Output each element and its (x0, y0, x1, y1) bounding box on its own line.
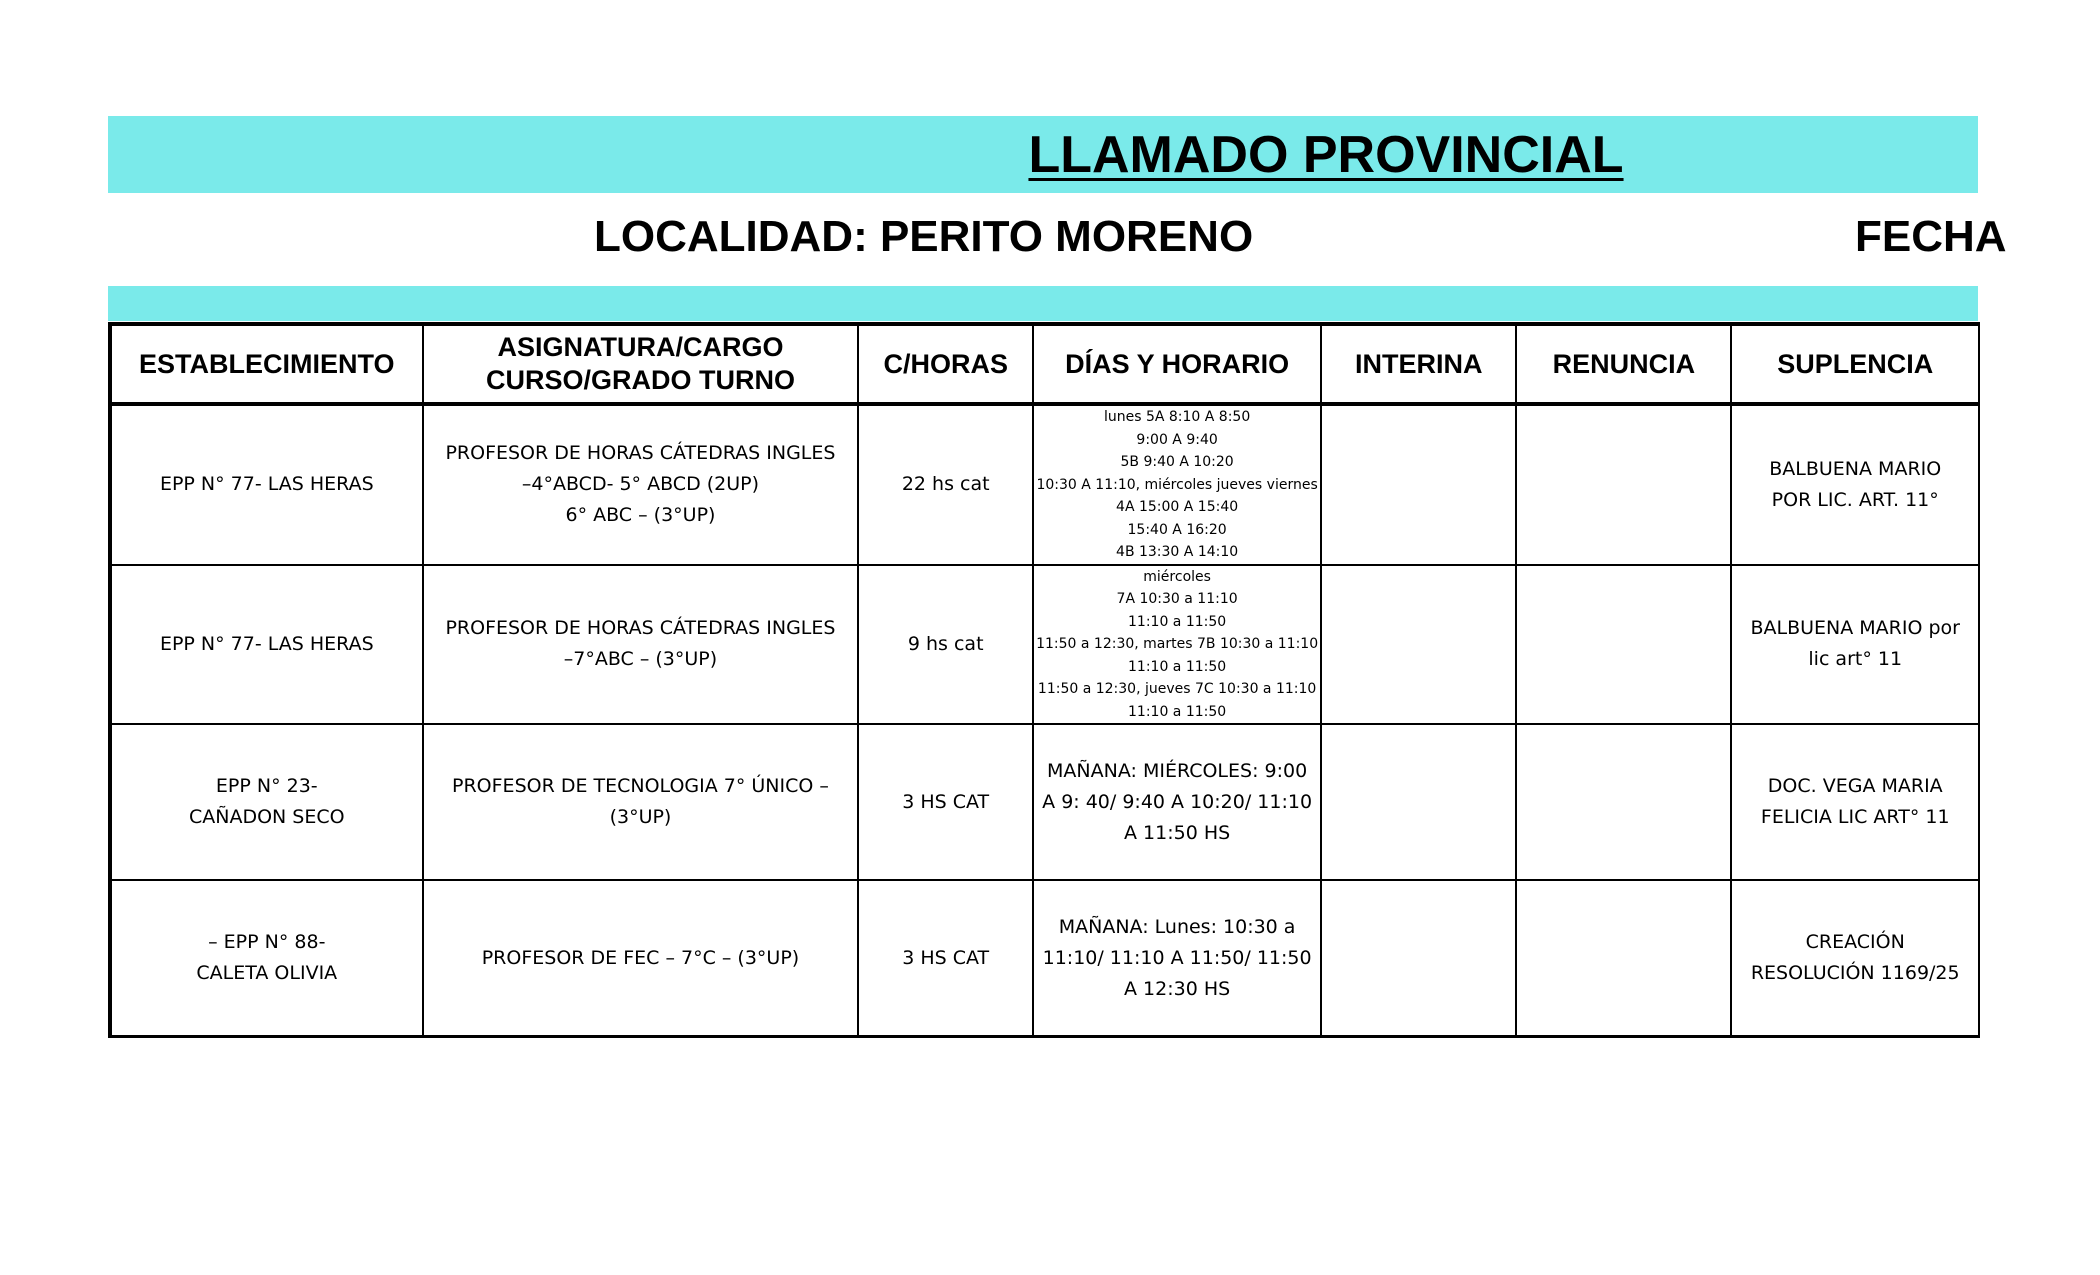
column-header-asignatura-line1: ASIGNATURA/CARGO (497, 332, 784, 362)
cell-line: DOC. VEGA MARIA (1767, 775, 1943, 797)
cell-line: PROFESOR DE FEC – 7°C – (3°UP) (481, 946, 800, 969)
cell-line: A 12:30 HS (1124, 977, 1231, 1000)
cell-line: MAÑANA: MIÉRCOLES: 9:00 (1047, 759, 1308, 782)
cell-line: POR LIC. ART. 11° (1771, 488, 1939, 511)
cell-line: 5B 9:40 A 10:20 (1120, 454, 1234, 470)
cell-interina (1321, 404, 1516, 565)
cell-horario (1033, 880, 1321, 1037)
cell-line: 11:50 a 12:30, jueves 7C 10:30 a 11:10 (1037, 681, 1317, 697)
column-header-asignatura-line2: CURSO/GRADO TURNO (485, 365, 795, 395)
cell-horas: 9 hs cat (858, 565, 1033, 725)
fecha-label: FECHA (1855, 212, 2007, 261)
cell-interina (1321, 880, 1516, 1037)
cell-horas: 22 hs cat (858, 404, 1033, 565)
page-title: LLAMADO PROVINCIAL (1028, 125, 1624, 184)
cell-establecimiento (110, 404, 423, 565)
cell-horario (1033, 724, 1321, 880)
cell-line: A 9: 40/ 9:40 A 10:20/ 11:10 (1042, 790, 1313, 813)
cell-line: BALBUENA MARIO (1769, 457, 1942, 480)
cell-line: 9:00 A 9:40 (1136, 431, 1218, 448)
cell-line: 11:10 a 11:50 (1128, 658, 1227, 675)
cell-establecimiento (110, 724, 423, 880)
cell-line: CAÑADON SECO (188, 806, 345, 828)
cell-line: 15:40 A 16:20 (1127, 521, 1227, 538)
cell-asignatura (423, 880, 859, 1037)
cell-establecimiento (110, 880, 423, 1037)
cell-line: (3°UP) (609, 806, 672, 828)
cell-horas: 3 HS CAT (858, 724, 1033, 880)
fecha-container (1855, 212, 2007, 272)
vacancy-table (108, 322, 1980, 1038)
column-header-renuncia: RENUNCIA (1516, 324, 1731, 404)
cell-renuncia (1516, 404, 1731, 565)
cell-line: 11:10 a 11:50 (1128, 613, 1227, 630)
table-row (110, 565, 1979, 725)
cell-line: 11:50 a 12:30, martes 7B 10:30 a 11:10 (1036, 636, 1319, 652)
table-row (110, 880, 1979, 1037)
column-header-suplencia: SUPLENCIA (1731, 324, 1979, 404)
cell-line: 11:10/ 11:10 A 11:50/ 11:50 (1042, 946, 1312, 969)
cell-line: 7A 10:30 a 11:10 (1116, 591, 1238, 607)
cell-line: 10:30 A 11:10, miércoles jueves viernes (1036, 476, 1318, 493)
cell-asignatura (423, 565, 859, 725)
cell-line: FELICIA LIC ART° 11 (1760, 806, 1950, 828)
cell-suplencia (1731, 724, 1979, 880)
cell-line: – EPP N° 88- (208, 931, 326, 953)
cell-horario (1033, 565, 1321, 725)
vacancy-table-container (106, 320, 1980, 1034)
cell-suplencia (1731, 880, 1979, 1037)
table-row (110, 404, 1979, 565)
cell-line: –4°ABCD- 5° ABCD (2UP) (521, 473, 760, 496)
cell-line: 6° ABC – (3°UP) (565, 504, 716, 527)
cell-renuncia (1516, 565, 1731, 725)
cell-horas: 3 HS CAT (858, 880, 1033, 1037)
cell-line: lunes 5A 8:10 A 8:50 (1103, 409, 1251, 425)
cell-horario (1033, 404, 1321, 565)
localidad-label: LOCALIDAD: PERITO MORENO (594, 212, 1254, 261)
cell-renuncia (1516, 724, 1731, 880)
cell-line: BALBUENA MARIO por (1750, 617, 1960, 640)
cell-renuncia (1516, 880, 1731, 1037)
column-header-asignatura (423, 324, 859, 404)
cell-line: PROFESOR DE TECNOLOGIA 7° ÚNICO – (452, 775, 829, 797)
cell-establecimiento (110, 565, 423, 725)
table-header-row (110, 324, 1979, 404)
cell-line: PROFESOR DE HORAS CÁTEDRAS INGLES (445, 617, 836, 640)
cell-line: PROFESOR DE HORAS CÁTEDRAS INGLES (445, 442, 836, 465)
cell-suplencia (1731, 565, 1979, 725)
cell-line: 11:10 a 11:50 (1128, 703, 1227, 720)
column-header-interina: INTERINA (1321, 324, 1516, 404)
cell-suplencia (1731, 404, 1979, 565)
cell-line: CREACIÓN (1805, 931, 1905, 953)
cell-line: MAÑANA: Lunes: 10:30 a (1058, 915, 1296, 938)
cell-line: –7°ABC – (3°UP) (563, 648, 718, 671)
cell-line: EPP N° 77- LAS HERAS (159, 473, 374, 496)
cell-asignatura (423, 404, 859, 565)
cell-line: EPP N° 77- LAS HERAS (159, 632, 374, 655)
cell-line: lic art° 11 (1808, 648, 1903, 671)
cell-interina (1321, 724, 1516, 880)
cell-line: RESOLUCIÓN 1169/25 (1750, 962, 1960, 984)
cell-interina (1321, 565, 1516, 725)
cell-line: EPP N° 23- (215, 775, 318, 797)
title-container (108, 116, 1978, 193)
column-header-establecimiento: ESTABLECIMIENTO (110, 324, 423, 404)
divider-band (108, 286, 1978, 321)
cell-line: CALETA OLIVIA (196, 962, 338, 984)
column-header-horario: DÍAS Y HORARIO (1033, 324, 1321, 404)
cell-line: 4B 13:30 A 14:10 (1116, 544, 1239, 560)
cell-line: 4A 15:00 A 15:40 (1116, 499, 1239, 515)
cell-line: miércoles (1143, 568, 1211, 585)
column-header-horas: C/HORAS (858, 324, 1033, 404)
cell-line: A 11:50 HS (1124, 821, 1231, 844)
table-row (110, 724, 1979, 880)
cell-asignatura (423, 724, 859, 880)
